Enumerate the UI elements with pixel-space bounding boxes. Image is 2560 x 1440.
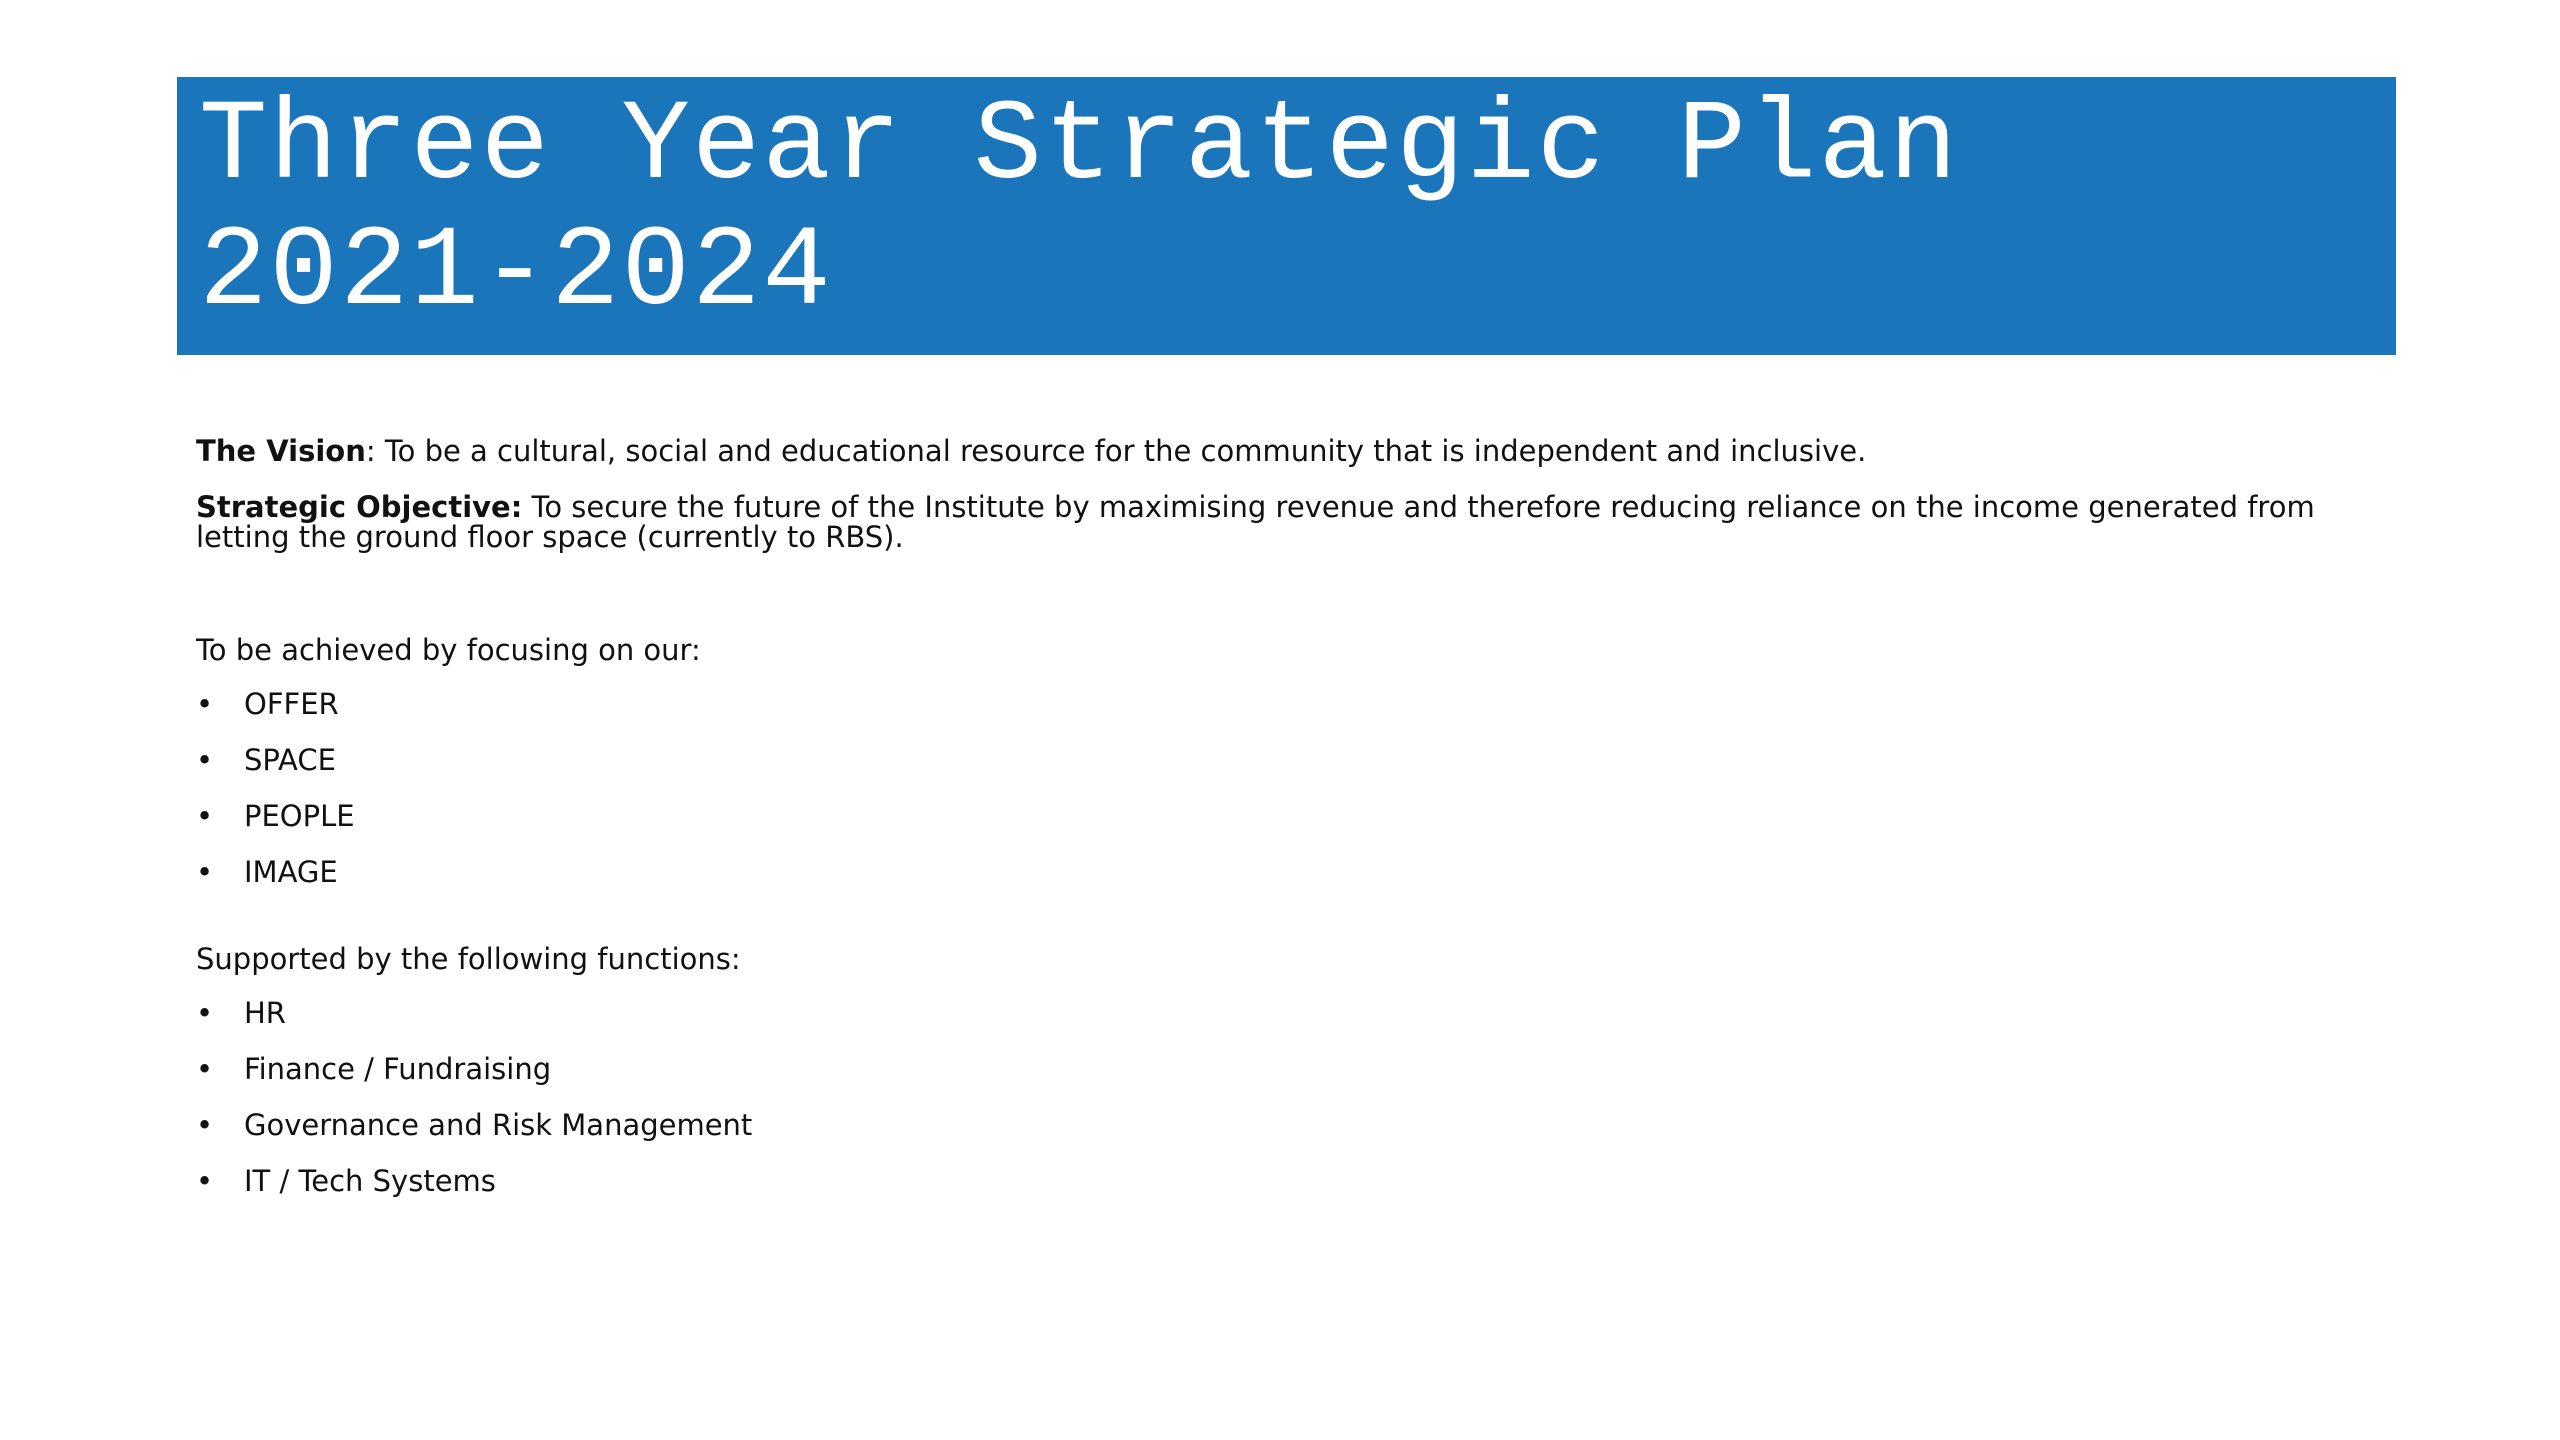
title-banner <box>177 77 2396 355</box>
title-line-2: 2021-2024 <box>199 209 833 338</box>
list-item-text: IT / Tech Systems <box>244 1164 496 1198</box>
bullet-icon: • <box>196 687 214 721</box>
objective-label: Strategic Objective: <box>196 490 523 524</box>
focus-intro: To be achieved by focusing on our: <box>196 633 701 667</box>
list-item-text: IMAGE <box>244 855 338 889</box>
title-line-1: Three Year Strategic Plan <box>199 83 1960 212</box>
focus-list <box>196 689 2346 887</box>
list-item-text: Finance / Fundraising <box>244 1052 552 1086</box>
list-item <box>196 1054 2346 1084</box>
list-item <box>196 998 2346 1028</box>
bullet-icon: • <box>196 1108 214 1142</box>
list-item-text: PEOPLE <box>244 799 355 833</box>
strategic-objective <box>196 492 2346 552</box>
list-item <box>196 1110 2346 1140</box>
vision-statement <box>196 436 2346 466</box>
list-item-text: OFFER <box>244 687 339 721</box>
list-item <box>196 857 2346 887</box>
functions-list <box>196 998 2346 1196</box>
bullet-icon: • <box>196 1164 214 1198</box>
functions-intro: Supported by the following functions: <box>196 942 741 976</box>
list-item-text: Governance and Risk Management <box>244 1108 753 1142</box>
list-item-text: HR <box>244 996 286 1030</box>
vision-label: The Vision <box>196 434 366 468</box>
bullet-icon: • <box>196 743 214 777</box>
vision-text: : To be a cultural, social and educational resource for the community that is independent and inclusive. <box>365 434 1867 468</box>
objective-text: To secure the future of the Institute by maximising revenue and therefore reducing reliance on the income generated from letting the ground floor space (currently to RBS). <box>196 490 2315 554</box>
bullet-icon: • <box>196 1052 214 1086</box>
list-item-text: SPACE <box>244 743 336 777</box>
list-item <box>196 1166 2346 1196</box>
bullet-icon: • <box>196 855 214 889</box>
bullet-icon: • <box>196 799 214 833</box>
list-item <box>196 745 2346 775</box>
list-item <box>196 689 2346 719</box>
bullet-icon: • <box>196 996 214 1030</box>
list-item <box>196 801 2346 831</box>
slide-body <box>196 436 2346 1222</box>
